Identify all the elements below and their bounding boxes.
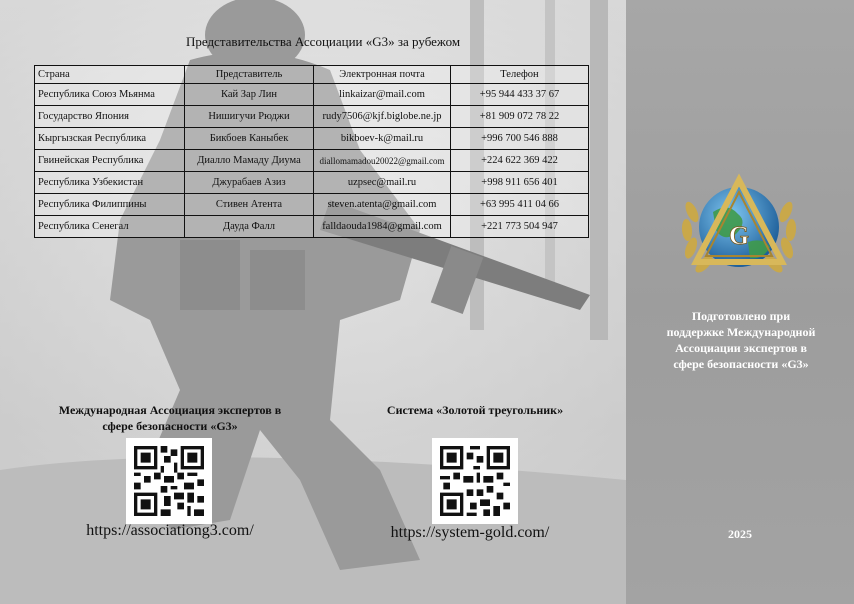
- cell-country: Республика Филиппины: [35, 194, 185, 216]
- table-title: Представительства Ассоциации «G3» за рубежом: [185, 34, 461, 49]
- association-url-link[interactable]: https://associationg3.com/: [86, 522, 254, 539]
- qr-code-icon: [440, 446, 510, 516]
- right-panel: [626, 0, 854, 604]
- table-row: [35, 194, 589, 216]
- cell-email: bikboev-k@mail.ru: [314, 128, 451, 150]
- emblem-letter: G: [728, 221, 750, 250]
- table-row: [35, 106, 589, 128]
- column-header-representative: Представитель: [185, 66, 314, 84]
- representatives-table: [34, 65, 589, 238]
- year-label: 2025: [728, 527, 752, 541]
- cell-phone: +224 622 369 422: [451, 150, 589, 172]
- qr-code-icon: [134, 446, 204, 516]
- cell-country: Республика Узбекистан: [35, 172, 185, 194]
- table-header-row: [35, 66, 589, 84]
- cell-country: Кыргызская Республика: [35, 128, 185, 150]
- cell-email: rudy7506@kjf.biglobe.ne.jp: [314, 106, 451, 128]
- cell-email: uzpsec@mail.ru: [314, 172, 451, 194]
- cell-country: Государство Япония: [35, 106, 185, 128]
- column-header-country: Страна: [35, 66, 185, 84]
- cell-email: linkaizar@mail.com: [314, 84, 451, 106]
- cell-phone: +95 944 433 37 67: [451, 84, 589, 106]
- table-row: [35, 128, 589, 150]
- table-row: [35, 84, 589, 106]
- cell-representative: Нишигучи Рюджи: [185, 106, 314, 128]
- cell-email: steven.atenta@gmail.com: [314, 194, 451, 216]
- table-row: [35, 172, 589, 194]
- system-url-link[interactable]: https://system-gold.com/: [390, 524, 550, 541]
- column-header-phone: Телефон: [451, 66, 589, 84]
- cell-representative: Стивен Атента: [185, 194, 314, 216]
- association-name: Международная Ассоциация экспертов в сфере безопасности «G3»: [58, 403, 282, 433]
- cell-phone: +998 911 656 401: [451, 172, 589, 194]
- cell-country: Гвинейская Республика: [35, 150, 185, 172]
- cell-representative: Дауда Фалл: [185, 216, 314, 238]
- cell-representative: Бикбоев Каныбек: [185, 128, 314, 150]
- column-header-email: Электронная почта: [314, 66, 451, 84]
- cell-representative: Кай Зар Лин: [185, 84, 314, 106]
- cell-phone: +996 700 546 888: [451, 128, 589, 150]
- association-qr-code[interactable]: [126, 438, 212, 524]
- table-row: [35, 216, 589, 238]
- prepared-by-text: Подготовлено при поддержке Международной Ассоциации экспертов в сфере безопасности «G3»: [666, 309, 816, 371]
- cell-email: falldaouda1984@gmail.com: [314, 216, 451, 238]
- cell-phone: +221 773 504 947: [451, 216, 589, 238]
- cell-country: Республика Сенегал: [35, 216, 185, 238]
- table-row: [35, 150, 589, 172]
- cell-country: Республика Союз Мьянма: [35, 84, 185, 106]
- cell-representative: Диалло Мамаду Диума: [185, 150, 314, 172]
- globe-triangle-laurel-emblem-icon: [678, 172, 800, 280]
- cell-representative: Джурабаев Азиз: [185, 172, 314, 194]
- system-qr-code[interactable]: [432, 438, 518, 524]
- cell-phone: +63 995 411 04 66: [451, 194, 589, 216]
- cell-phone: +81 909 072 78 22: [451, 106, 589, 128]
- cell-email: diallomamadou20022@gmail.com: [314, 150, 451, 172]
- system-name: Система «Золотой треугольник»: [386, 403, 564, 417]
